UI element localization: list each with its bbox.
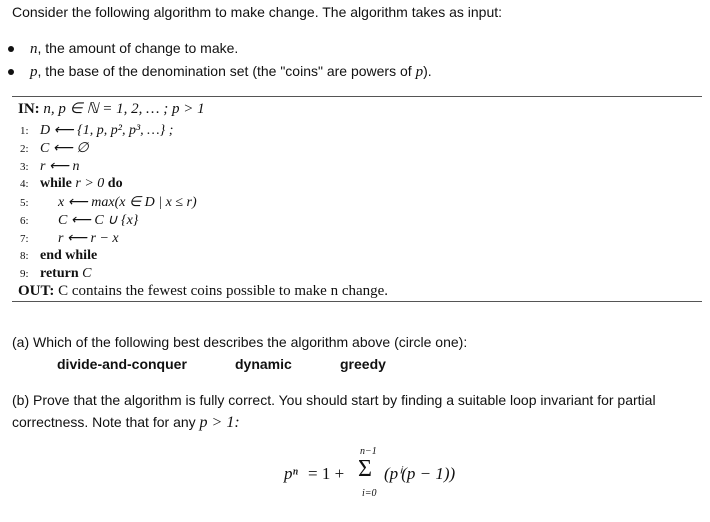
bullet-dot — [8, 69, 14, 75]
in-text: n, p ∈ ℕ = 1, 2, … ; p > 1 — [43, 101, 205, 117]
line-number: 1: — [20, 125, 29, 137]
algorithm-line — [20, 266, 91, 282]
line-text: r ⟵ n — [40, 159, 80, 174]
var-p: p — [415, 64, 424, 80]
line-number: 2: — [20, 143, 29, 155]
choice-divide-and-conquer[interactable]: divide-and-conquer — [57, 356, 187, 372]
line-number: 5: — [20, 197, 29, 209]
formula-upper-limit: n−1 — [360, 446, 377, 457]
formula — [284, 444, 464, 508]
algorithm-input — [18, 99, 205, 118]
bullet-text: , the base of the denomination set (the "coins" are powers of — [37, 63, 416, 79]
line-number: 9: — [20, 268, 29, 280]
line-number: 6: — [20, 215, 29, 227]
line-text: C — [78, 266, 92, 281]
bullet-text: , the amount of change to make. — [37, 40, 239, 56]
out-label: OUT: — [18, 283, 55, 299]
choice-greedy[interactable]: greedy — [340, 356, 386, 372]
algorithm-line — [20, 140, 89, 157]
algorithm-line — [20, 158, 80, 175]
algorithm-bottom-rule — [12, 301, 702, 302]
line-text: C ⟵ C ∪ {x} — [58, 213, 139, 228]
algorithm-line — [20, 230, 119, 247]
line-number: 7: — [20, 233, 29, 245]
formula-lower-limit: i=0 — [362, 488, 377, 499]
algorithm-output — [18, 283, 388, 300]
line-text: x ⟵ max(x ∈ D | x ≤ r) — [58, 195, 197, 210]
bullet-dot — [8, 46, 14, 52]
question-b-line2 — [12, 414, 240, 432]
line-text: C ⟵ ∅ — [40, 141, 89, 156]
keyword-end-while: end while — [40, 248, 98, 263]
bullet-tail: ). — [423, 63, 432, 79]
choice-dynamic[interactable]: dynamic — [235, 356, 292, 372]
keyword-while: while — [40, 176, 72, 191]
var-p: p — [30, 64, 38, 80]
algorithm-top-rule — [12, 96, 702, 97]
var-n: n — [30, 41, 38, 57]
line-text: D ⟵ {1, p, p², p³, …} ; — [40, 123, 174, 138]
line-number: 4: — [20, 178, 29, 190]
bullet-item-p — [30, 63, 432, 81]
question-b-text: correctness. Note that for any — [12, 414, 200, 430]
in-label: IN: — [18, 101, 40, 117]
line-text: r > 0 — [71, 176, 108, 191]
out-text: C contains the fewest coins possible to make n change. — [58, 283, 389, 299]
formula-lhs: pⁿ — [284, 464, 298, 483]
algorithm-line — [20, 122, 173, 139]
line-text: r ⟵ r − x — [58, 231, 119, 246]
line-number: 8: — [20, 250, 29, 262]
algorithm-line — [20, 212, 138, 229]
keyword-return: return — [40, 266, 79, 281]
question-a-text: (a) Which of the following best describes the algorithm above (circle one): — [12, 334, 468, 350]
question-b-math: p > 1: — [199, 414, 240, 431]
keyword-do: do — [107, 176, 123, 191]
line-number: 3: — [20, 161, 29, 173]
algorithm-line — [20, 176, 123, 192]
formula-sigma: Σ — [358, 456, 372, 482]
bullet-item-n — [30, 40, 238, 58]
formula-body: (pⁱ(p − 1)) — [384, 464, 456, 483]
intro-text: Consider the following algorithm to make change. The algorithm takes as input: — [12, 4, 503, 20]
formula-eq: = 1 + — [308, 464, 345, 483]
question-b-line1: (b) Prove that the algorithm is fully correct. You should start by finding a suitable loop invariant for partial — [12, 392, 656, 408]
algorithm-line — [20, 194, 197, 211]
algorithm-line — [20, 248, 97, 264]
